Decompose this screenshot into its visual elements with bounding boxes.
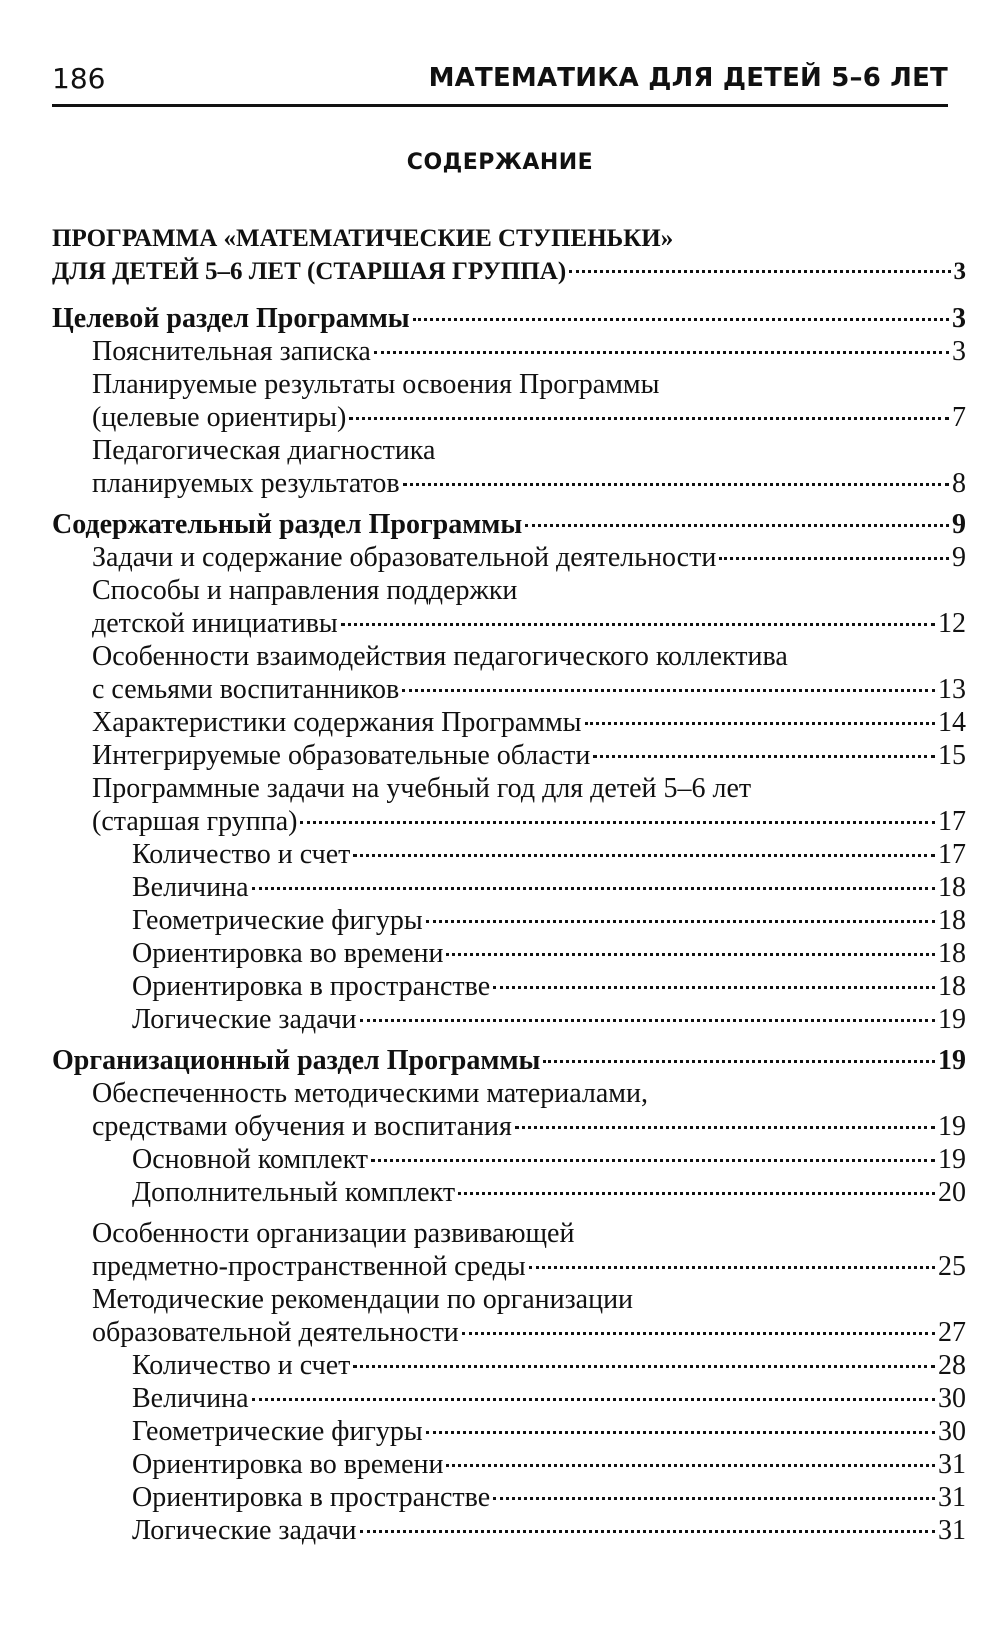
toc-leader-row bbox=[132, 838, 966, 871]
toc-page-number: 17 bbox=[938, 806, 966, 837]
toc-title-line: Геометрические фигуры bbox=[132, 905, 423, 936]
toc-leader-row bbox=[92, 1250, 966, 1283]
toc-subentry[interactable] bbox=[52, 1514, 966, 1547]
book-title: МАТЕМАТИКА ДЛЯ ДЕТЕЙ 5–6 ЛЕТ bbox=[428, 63, 948, 93]
toc-page-number: 19 bbox=[938, 1111, 966, 1142]
toc-page-number: 19 bbox=[938, 1144, 966, 1175]
toc-title-line: Организационный раздел Программы bbox=[52, 1045, 541, 1076]
dot-leader bbox=[360, 1019, 935, 1022]
toc-subentry[interactable] bbox=[52, 970, 966, 1003]
toc-entry[interactable] bbox=[52, 739, 966, 772]
toc-leader-row bbox=[132, 904, 966, 937]
toc-title-line: Геометрические фигуры bbox=[132, 1416, 423, 1447]
toc-title-line: Ориентировка в пространстве bbox=[132, 1482, 491, 1513]
toc-title-line: Содержательный раздел Программы bbox=[52, 509, 523, 540]
dot-leader bbox=[353, 1365, 935, 1368]
toc-page-number: 31 bbox=[938, 1449, 966, 1480]
dot-leader bbox=[515, 1126, 935, 1129]
toc-page-number: 28 bbox=[938, 1350, 966, 1381]
toc-title-line: образовательной деятельности bbox=[92, 1317, 459, 1348]
dot-leader bbox=[252, 1398, 935, 1401]
toc-page-number: 3 bbox=[952, 336, 966, 367]
dot-leader bbox=[719, 557, 949, 560]
dot-leader bbox=[493, 1497, 935, 1500]
toc-subentry[interactable] bbox=[52, 904, 966, 937]
toc-title-line: ДЛЯ ДЕТЕЙ 5–6 ЛЕТ (СТАРШАЯ ГРУППА) bbox=[52, 258, 567, 285]
toc-leader-row bbox=[132, 1448, 966, 1481]
dot-leader bbox=[403, 483, 949, 486]
toc-subentry[interactable] bbox=[52, 1003, 966, 1036]
toc-leader-row bbox=[52, 508, 966, 541]
dot-leader bbox=[426, 1431, 935, 1434]
toc-leader-row bbox=[92, 805, 966, 838]
toc-title-line: Логические задачи bbox=[132, 1004, 357, 1035]
toc-subentry[interactable] bbox=[52, 1176, 966, 1209]
dot-leader bbox=[426, 920, 935, 923]
toc-leader-row bbox=[92, 467, 966, 500]
toc-title-line: Дополнительный комплект bbox=[132, 1177, 456, 1208]
toc-section[interactable] bbox=[52, 302, 966, 335]
dot-leader bbox=[569, 270, 950, 273]
toc-title-line: (старшая группа) bbox=[92, 806, 298, 837]
toc-title-line: Количество и счет bbox=[132, 839, 351, 870]
dot-leader bbox=[349, 417, 949, 420]
toc-title-line: Обеспеченность методическими материалами, bbox=[92, 1078, 648, 1109]
toc-title-line: средствами обучения и воспитания bbox=[92, 1111, 512, 1142]
toc-title-line: детской инициативы bbox=[92, 608, 338, 639]
dot-leader bbox=[446, 953, 935, 956]
toc-page-number: 30 bbox=[938, 1383, 966, 1414]
toc-page-number: 9 bbox=[952, 509, 966, 540]
dot-leader bbox=[585, 722, 936, 725]
toc-title-line: с семьями воспитанников bbox=[92, 674, 400, 705]
toc-leader-row bbox=[92, 739, 966, 772]
contents-heading: СОДЕРЖАНИЕ bbox=[406, 150, 594, 175]
toc-subentry[interactable] bbox=[52, 838, 966, 871]
toc-page-number: 9 bbox=[952, 542, 966, 573]
toc-page-number: 18 bbox=[938, 872, 966, 903]
toc-title-line: планируемых результатов bbox=[92, 468, 400, 499]
toc-leader-row bbox=[92, 706, 966, 739]
toc-leader-row bbox=[52, 1044, 966, 1077]
dot-leader bbox=[371, 1159, 935, 1162]
dot-leader bbox=[341, 623, 935, 626]
toc-title-line: Величина bbox=[132, 1383, 249, 1414]
dot-leader bbox=[413, 318, 949, 321]
toc-title-line: Особенности организации развивающей bbox=[92, 1218, 575, 1249]
toc-page-number: 3 bbox=[952, 303, 966, 334]
toc-title-line: Программные задачи на учебный год для детей 5–6 лет bbox=[92, 773, 752, 804]
toc-leader-row bbox=[132, 1349, 966, 1382]
dot-leader bbox=[458, 1192, 935, 1195]
dot-leader bbox=[402, 689, 935, 692]
toc-leader-row bbox=[132, 1514, 966, 1547]
toc-page-number: 17 bbox=[938, 839, 966, 870]
toc-leader-row bbox=[92, 673, 966, 706]
toc-entry[interactable] bbox=[52, 368, 966, 434]
toc-entry[interactable] bbox=[52, 772, 966, 838]
toc-page-number: 19 bbox=[938, 1045, 966, 1076]
toc-page-number: 19 bbox=[938, 1004, 966, 1035]
toc-title-line: Пояснительная записка bbox=[92, 336, 371, 367]
toc-leader-row bbox=[92, 401, 966, 434]
toc-leader-row bbox=[132, 1176, 966, 1209]
toc-section[interactable] bbox=[52, 508, 966, 541]
toc-page-number: 3 bbox=[953, 258, 966, 285]
dot-leader bbox=[529, 1266, 935, 1269]
toc-page-number: 25 bbox=[938, 1251, 966, 1282]
dot-leader bbox=[543, 1060, 935, 1063]
toc-page-number: 7 bbox=[952, 402, 966, 433]
toc-page-number: 12 bbox=[938, 608, 966, 639]
toc-leader-row bbox=[132, 970, 966, 1003]
toc-page-number: 13 bbox=[938, 674, 966, 705]
toc-title-line: Планируемые результаты освоения Программы bbox=[92, 369, 660, 400]
toc-leader-row bbox=[132, 1382, 966, 1415]
toc-subentry[interactable] bbox=[52, 1448, 966, 1481]
toc-title-line: Педагогическая диагностика bbox=[92, 435, 436, 466]
toc-title-line: Основной комплект bbox=[132, 1144, 369, 1175]
toc-entry[interactable] bbox=[52, 541, 966, 574]
toc-page-number: 18 bbox=[938, 971, 966, 1002]
toc-subentry[interactable] bbox=[52, 871, 966, 904]
toc-title-line: Целевой раздел Программы bbox=[52, 303, 410, 334]
toc-page-number: 15 bbox=[938, 740, 966, 771]
toc-page-number: 31 bbox=[938, 1482, 966, 1513]
toc-entry[interactable] bbox=[52, 335, 966, 368]
dot-leader bbox=[446, 1464, 935, 1467]
toc-page-number: 18 bbox=[938, 905, 966, 936]
toc-page-number: 18 bbox=[938, 938, 966, 969]
toc-subentry[interactable] bbox=[52, 1143, 966, 1176]
dot-leader bbox=[252, 887, 935, 890]
toc-subentry[interactable] bbox=[52, 1481, 966, 1514]
toc-title-line: Характеристики содержания Программы bbox=[92, 707, 582, 738]
toc-leader-row bbox=[132, 871, 966, 904]
toc-title-line: Ориентировка во времени bbox=[132, 938, 444, 969]
toc-subentry[interactable] bbox=[52, 1349, 966, 1382]
toc-leader-row bbox=[132, 1415, 966, 1448]
toc-leader-row bbox=[92, 607, 966, 640]
toc-title-line: Способы и направления поддержки bbox=[92, 575, 518, 606]
dot-leader bbox=[525, 524, 949, 527]
toc-section[interactable] bbox=[52, 222, 966, 288]
dot-leader bbox=[353, 854, 935, 857]
toc-subentry[interactable] bbox=[52, 1415, 966, 1448]
toc-entry[interactable] bbox=[52, 706, 966, 739]
toc-leader-row bbox=[132, 937, 966, 970]
toc-title-line: Задачи и содержание образовательной деятельности bbox=[92, 542, 717, 573]
toc-title-line: Методические рекомендации по организации bbox=[92, 1284, 634, 1315]
toc-subentry[interactable] bbox=[52, 937, 966, 970]
dot-leader bbox=[300, 821, 935, 824]
toc-leader-row bbox=[92, 1316, 966, 1349]
page-number: 186 bbox=[52, 61, 106, 95]
toc-leader-row bbox=[92, 335, 966, 368]
toc-page-number: 20 bbox=[938, 1177, 966, 1208]
dot-leader bbox=[493, 986, 935, 989]
dot-leader bbox=[360, 1530, 935, 1533]
toc-title-line: Логические задачи bbox=[132, 1515, 357, 1546]
toc-title-line: Ориентировка в пространстве bbox=[132, 971, 491, 1002]
toc-subentry[interactable] bbox=[52, 1382, 966, 1415]
toc-page-number: 30 bbox=[938, 1416, 966, 1447]
toc-entry[interactable] bbox=[52, 434, 966, 500]
toc-entry[interactable] bbox=[52, 1217, 966, 1283]
toc-page-number: 14 bbox=[938, 707, 966, 738]
toc-title-line: предметно-пространственной среды bbox=[92, 1251, 526, 1282]
toc-leader-row bbox=[52, 302, 966, 335]
toc-leader-row bbox=[132, 1481, 966, 1514]
toc-leader-row bbox=[132, 1143, 966, 1176]
dot-leader bbox=[374, 351, 949, 354]
dot-leader bbox=[462, 1332, 935, 1335]
toc-leader-row bbox=[52, 255, 966, 288]
toc-title-line: (целевые ориентиры) bbox=[92, 402, 347, 433]
toc-entry[interactable] bbox=[52, 640, 966, 706]
toc-entry[interactable] bbox=[52, 574, 966, 640]
toc-title-line: Ориентировка во времени bbox=[132, 1449, 444, 1480]
toc-title-line: Интегрируемые образовательные области bbox=[92, 740, 591, 771]
toc-title-line: ПРОГРАММА «МАТЕМАТИЧЕСКИЕ СТУПЕНЬКИ» bbox=[52, 225, 674, 252]
toc-page-number: 27 bbox=[938, 1317, 966, 1348]
dot-leader bbox=[593, 755, 935, 758]
toc-entry[interactable] bbox=[52, 1283, 966, 1349]
toc-title-line: Количество и счет bbox=[132, 1350, 351, 1381]
toc-leader-row bbox=[92, 1110, 966, 1143]
toc-page-number: 8 bbox=[952, 468, 966, 499]
table-of-contents bbox=[52, 222, 966, 1547]
toc-page-number: 31 bbox=[938, 1515, 966, 1546]
toc-leader-row bbox=[132, 1003, 966, 1036]
running-header bbox=[52, 52, 948, 107]
toc-title-line: Величина bbox=[132, 872, 249, 903]
toc-title-line: Особенности взаимодействия педагогического коллектива bbox=[92, 641, 788, 672]
toc-leader-row bbox=[92, 541, 966, 574]
toc-section[interactable] bbox=[52, 1044, 966, 1077]
toc-entry[interactable] bbox=[52, 1077, 966, 1143]
